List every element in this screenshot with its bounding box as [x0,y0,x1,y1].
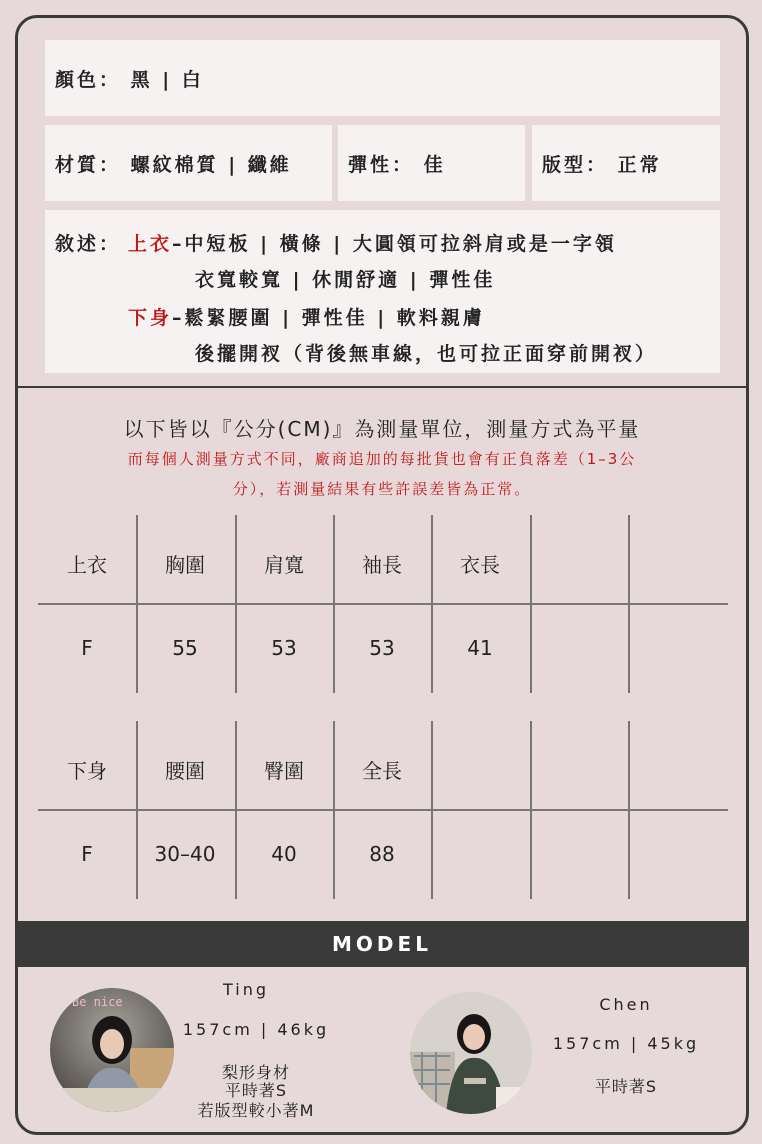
top-row-3: 53 [369,636,395,660]
material-value: 螺紋棉質 | 纖維 [130,154,292,176]
table-vline [235,515,237,693]
measure-warn-1: 而每個人測量方式不同，廠商追加的每批貨也會有正負落差（1–3公 [127,450,637,468]
color-label: 顏色： [55,69,122,91]
measure-main: 以下皆以『公分(CM)』為測量單位，測量方式為平量 [123,417,641,441]
table-vline [333,515,335,693]
model-chen-name: Chen [599,995,653,1014]
model-section-title: MODEL [18,921,746,967]
table-vline [136,721,138,899]
description-box [45,210,720,373]
table-vline [628,721,630,899]
model-ting-line1: 梨形身材 [221,1063,290,1082]
bottom-line2: 後擺開衩（背後無車線，也可拉正面穿前開衩） [195,343,658,365]
top-header-2: 肩寬 [264,553,304,577]
top-tag: 上衣 [128,233,173,255]
product-info-frame [15,15,749,1135]
top-row-4: 41 [467,636,493,660]
bottom-line1: –鬆緊腰圍 | 彈性佳 | 軟料親膚 [172,307,485,329]
table-vline [530,721,532,899]
fit-label: 版型： [542,154,609,176]
bottom-row-1: 30–40 [154,842,216,866]
model-ting-stats: 157cm | 46kg [182,1020,330,1039]
elasticity-box [338,125,525,201]
table-vline [136,515,138,693]
top-row-1: 55 [172,636,198,660]
table-vline [235,721,237,899]
top-line1: –中短板 | 橫條 | 大圓領可拉斜肩或是一字領 [172,233,617,255]
table-vline [431,721,433,899]
table-vline [431,515,433,693]
top-size-table [38,515,728,693]
table-hline [38,809,728,811]
fit-box [532,125,720,201]
measure-warn-2: 分），若測量結果有些許誤差皆為正常。 [232,480,532,498]
top-line2: 衣寬較寬 | 休閒舒適 | 彈性佳 [195,269,496,291]
top-header-0: 上衣 [67,553,107,577]
bottom-row-0: F [81,842,93,866]
table-vline [530,515,532,693]
top-row-2: 53 [271,636,297,660]
color-box [45,40,720,116]
model-ting-line3: 若版型較小著M [197,1101,315,1120]
bottom-header-3: 全長 [362,759,402,783]
top-row-0: F [81,636,93,660]
bottom-header-1: 腰圍 [165,759,205,783]
section-divider [18,386,746,388]
bottom-header-0: 下身 [67,759,107,783]
model-ting-line2: 平時著S [224,1081,288,1100]
model-ting-sign: Be nice [72,995,123,1009]
model-ting-avatar [50,988,174,1112]
model-chen-photo-icon [410,992,532,1114]
bottom-size-table [38,721,728,899]
top-header-3: 袖長 [362,553,402,577]
elasticity-label: 彈性： [348,154,415,176]
bottom-row-2: 40 [271,842,297,866]
model-chen-stats: 157cm | 45kg [552,1034,700,1053]
model-chen-line1: 平時著S [594,1077,658,1096]
bottom-header-2: 臀圍 [264,759,304,783]
table-vline [628,515,630,693]
bottom-row-3: 88 [369,842,395,866]
top-header-4: 衣長 [460,553,500,577]
model-chen-avatar [410,992,532,1114]
material-label: 材質： [55,154,122,176]
model-ting-name: Ting [222,980,270,999]
bottom-tag: 下身 [128,307,173,329]
elasticity-value: 佳 [423,154,446,176]
table-vline [333,721,335,899]
top-header-1: 胸圍 [165,553,205,577]
table-hline [38,603,728,605]
fit-value: 正常 [617,154,662,176]
description-label: 敘述： [55,233,122,255]
material-box [45,125,332,201]
color-value: 黑 | 白 [130,69,204,91]
